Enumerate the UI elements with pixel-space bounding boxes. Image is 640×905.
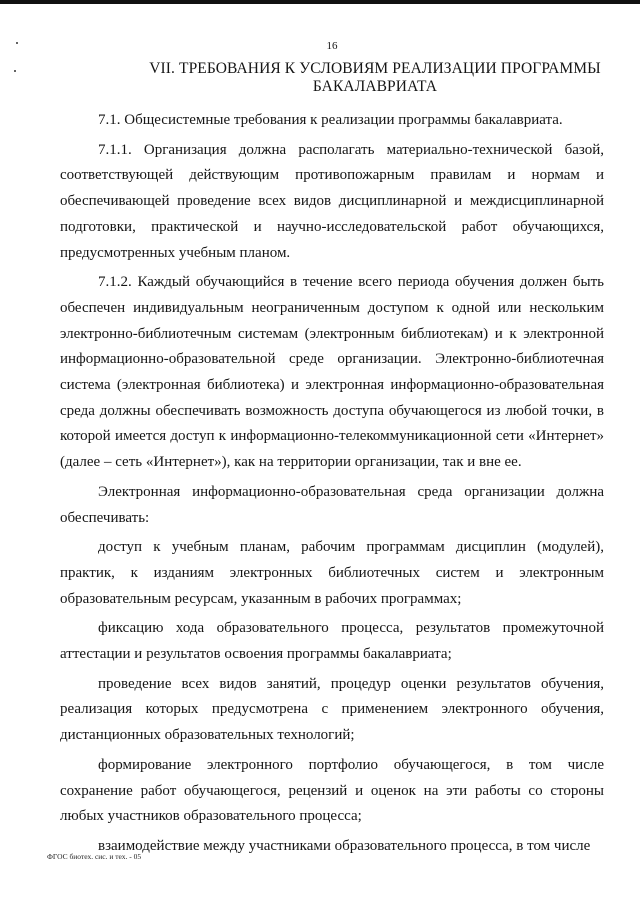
scan-top-border <box>0 0 640 4</box>
list-item-fixation: фиксацию хода образовательного процесса, результатов промежуточной аттестации и результатов освоения программы бакалавриата; <box>60 620 604 663</box>
paragraph-7-1-1: 7.1.1. Организация должна располагать материально-технической базой, соответствующей действующим противопожарным правилам и нормам и обеспечивающей проведение всех видов дисциплинарной и междисциплинарной подготовки, практической и научно-исследовательской работ обучающихся, предусмотренных учебным планом. <box>60 141 604 261</box>
page-number: 16 <box>326 40 338 52</box>
list-item-access: доступ к учебным планам, рабочим программам дисциплин (модулей), практик, к изданиям электронных библиотечных систем и электронным образовательным ресурсам, указанным в рабочих программах; <box>60 539 604 607</box>
paragraph-7-1-2: 7.1.2. Каждый обучающийся в течение всего периода обучения должен быть обеспечен индивидуальным неограниченным доступом к одной или нескольким электронно-библиотечным системам (электронным библиотекам) и к электронной информационно-образовательной среде организации. Электронно-библиотечная система (электронная библиотека) и электронная информационно-образовательная среда должны обеспечивать возможность доступа обучающегося из любой точки, в которой имеется доступ к информационно-телекоммуникационной сети «Интернет» (далее – сеть «Интернет»), как на территории организации, так и вне ее. <box>60 274 604 471</box>
section-heading-line-1: VII. ТРЕБОВАНИЯ К УСЛОВИЯМ РЕАЛИЗАЦИИ ПРОГРАММЫ <box>149 60 601 77</box>
list-item-portfolio: формирование электронного портфолио обучающегося, в том числе сохранение работ обучающегося, рецензий и оценок на эти работы со стороны любых участников образовательного процесса; <box>60 756 604 825</box>
paragraph-7-1: 7.1. Общесистемные требования к реализации программы бакалавриата. <box>98 112 563 128</box>
scan-speck <box>14 70 16 72</box>
footer-note: ФГОС биотех. сис. и тех. - 05 <box>47 852 142 861</box>
paragraph-eios-intro: Электронная информационно-образовательная среда организации должна обеспечивать: <box>60 483 604 526</box>
list-item-interaction: взаимодействие между участниками образовательного процесса, в том числе <box>98 837 591 854</box>
document-body <box>60 108 604 860</box>
section-heading <box>140 60 610 96</box>
list-item-classes: проведение всех видов занятий, процедур оценки результатов обучения, реализация которых предусмотрена с применением электронного обучения, дистанционных образовательных технологий; <box>60 675 604 744</box>
section-heading-line-2: БАКАЛАВРИАТА <box>312 78 438 95</box>
